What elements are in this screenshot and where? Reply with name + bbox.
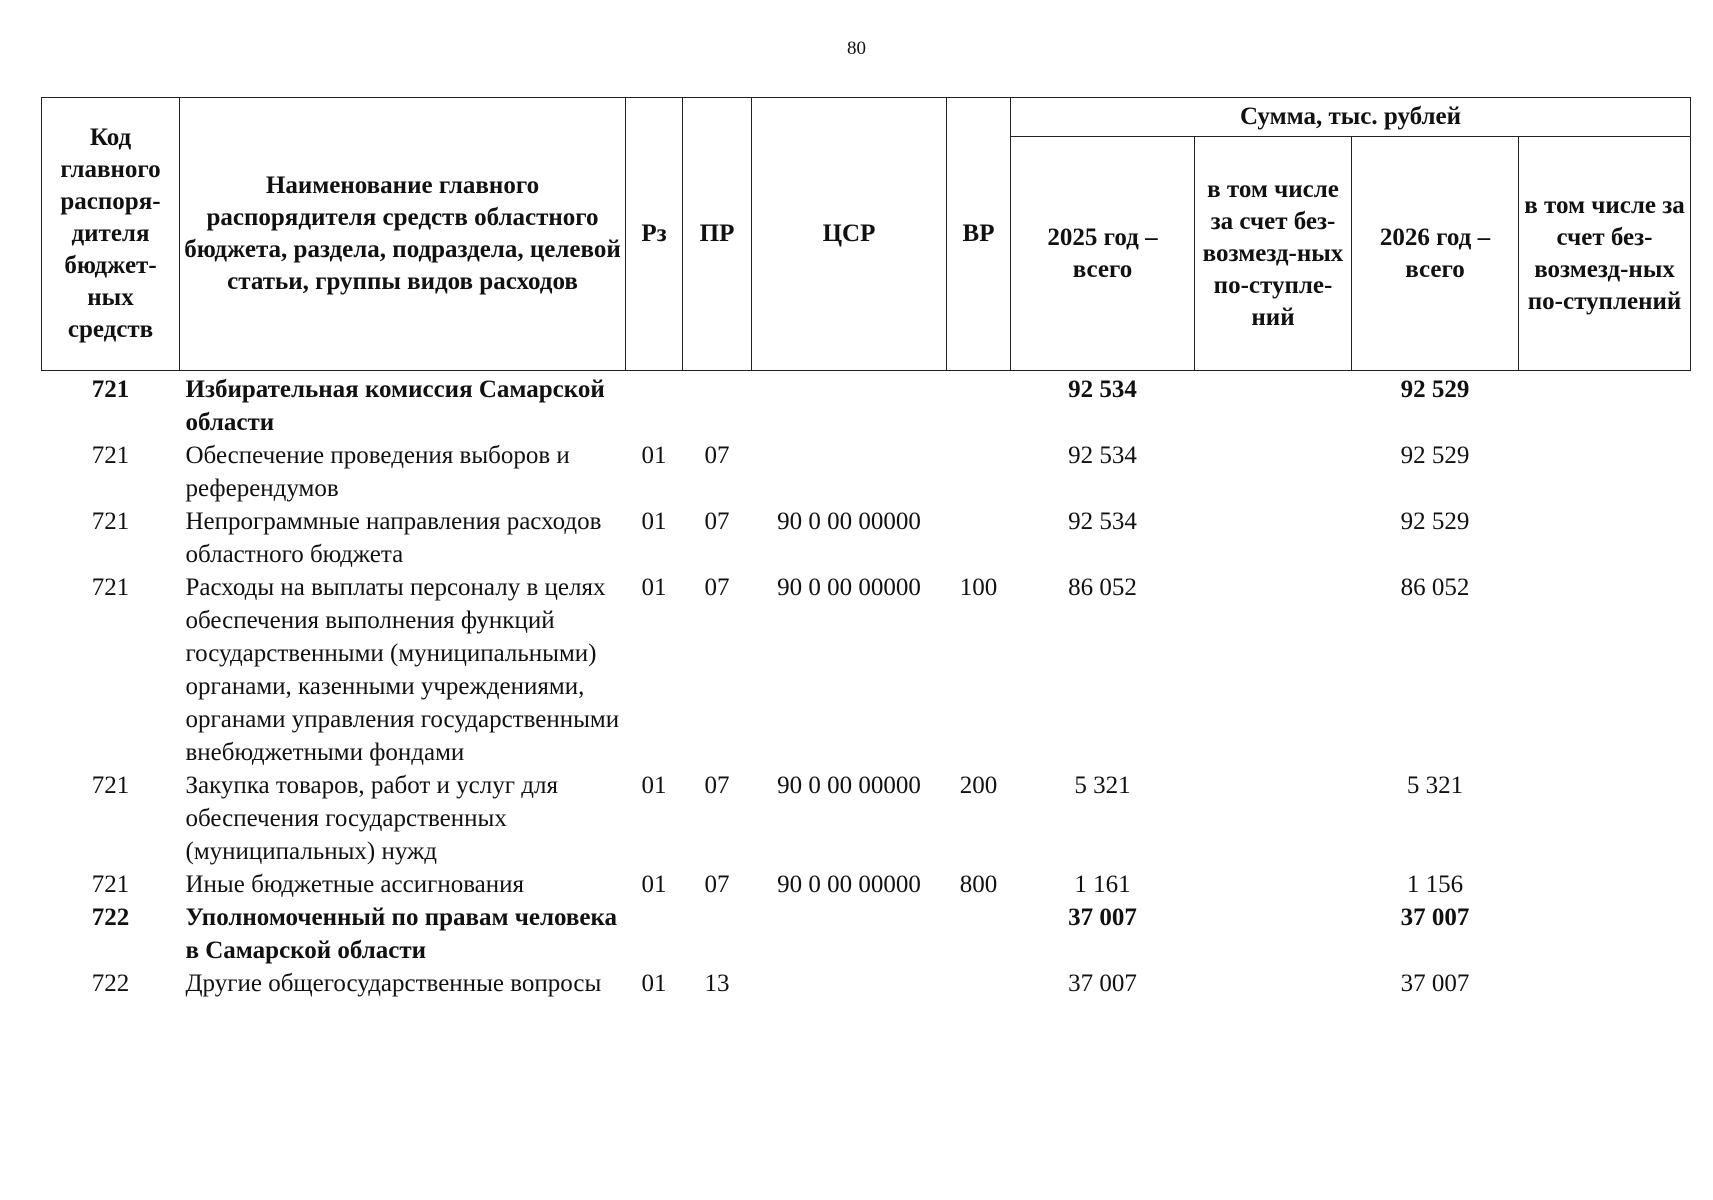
csr-cell xyxy=(752,967,947,1000)
budget-table xyxy=(41,97,1691,1000)
name-cell: Уполномоченный по правам человека в Самарской области xyxy=(185,904,618,964)
pr-cell: 07 xyxy=(704,871,730,898)
v2026-gratuitous-cell xyxy=(1519,505,1691,571)
table-row xyxy=(42,769,1691,868)
code-cell: 721 xyxy=(91,574,130,601)
header-2026-total: 2026 год – всего xyxy=(1352,137,1519,371)
v2026-gratuitous-cell xyxy=(1519,769,1691,868)
csr-cell: 90 0 00 00000 xyxy=(777,772,921,799)
vr-cell xyxy=(947,505,1011,571)
v2026-gratuitous-cell xyxy=(1519,868,1691,901)
rz-cell: 01 xyxy=(641,574,667,601)
v2025-gratuitous-cell xyxy=(1195,371,1352,440)
v2025-gratuitous-cell xyxy=(1195,901,1352,967)
vr-cell xyxy=(947,439,1011,505)
v2026-cell: 5 321 xyxy=(1406,772,1464,799)
v2025-gratuitous-cell xyxy=(1195,571,1352,769)
v2025-gratuitous-cell xyxy=(1195,439,1352,505)
table-row xyxy=(42,571,1691,769)
vr-cell xyxy=(947,371,1011,440)
csr-cell xyxy=(752,901,947,967)
rz-cell: 01 xyxy=(641,871,667,898)
pr-cell xyxy=(683,901,752,967)
v2025-cell: 37 007 xyxy=(1068,904,1137,931)
table-row xyxy=(42,868,1691,901)
v2025-gratuitous-cell xyxy=(1195,505,1352,571)
code-cell: 721 xyxy=(91,871,130,898)
v2026-gratuitous-cell xyxy=(1519,439,1691,505)
csr-cell: 90 0 00 00000 xyxy=(777,574,921,601)
v2026-gratuitous-cell xyxy=(1519,371,1691,440)
v2025-cell: 92 534 xyxy=(1068,376,1137,403)
vr-cell xyxy=(947,967,1011,1000)
name-cell: Избирательная комиссия Самарской области xyxy=(185,376,605,436)
header-rz: Рз xyxy=(626,98,683,371)
rz-cell: 01 xyxy=(641,442,667,469)
header-code: Код главного распоря-дителя бюджет-ных средств xyxy=(42,98,180,371)
header-2026-gratuitous: в том числе за счет без-возмезд-ных по-ступлений xyxy=(1519,137,1691,371)
header-csr: ЦСР xyxy=(752,98,947,371)
v2026-cell: 92 529 xyxy=(1400,442,1470,469)
csr-cell xyxy=(752,439,947,505)
v2025-cell: 37 007 xyxy=(1068,970,1137,997)
header-sum-group: Сумма, тыс. рублей xyxy=(1011,98,1691,137)
v2026-cell: 37 007 xyxy=(1400,904,1470,931)
pr-cell: 13 xyxy=(704,970,730,997)
vr-cell: 100 xyxy=(959,574,998,601)
rz-cell: 01 xyxy=(641,508,667,535)
code-cell: 722 xyxy=(91,904,130,931)
v2026-cell: 86 052 xyxy=(1400,574,1470,601)
csr-cell: 90 0 00 00000 xyxy=(777,508,921,535)
pr-cell: 07 xyxy=(704,574,730,601)
table-row xyxy=(42,439,1691,505)
vr-cell: 200 xyxy=(959,772,998,799)
name-cell: Расходы на выплаты персоналу в целях обеспечения выполнения функций государственными (муниципальными) органами, казенными учреждениями, органами управления государственными внебюджетными фондами xyxy=(185,574,620,766)
table-row xyxy=(42,967,1691,1000)
rz-cell: 01 xyxy=(641,970,667,997)
header-2025-gratuitous: в том числе за счет без-возмезд-ных по-ступле-ний xyxy=(1195,137,1352,371)
pr-cell xyxy=(683,371,752,440)
v2025-gratuitous-cell xyxy=(1195,967,1352,1000)
v2026-gratuitous-cell xyxy=(1519,571,1691,769)
v2025-cell: 1 161 xyxy=(1074,871,1131,898)
csr-cell: 90 0 00 00000 xyxy=(777,871,921,898)
rz-cell: 01 xyxy=(641,772,667,799)
code-cell: 722 xyxy=(91,970,130,997)
v2025-cell: 92 534 xyxy=(1068,442,1137,469)
table-row xyxy=(42,505,1691,571)
pr-cell: 07 xyxy=(704,442,730,469)
v2026-cell: 92 529 xyxy=(1400,376,1470,403)
v2026-cell: 92 529 xyxy=(1400,508,1470,535)
v2025-cell: 5 321 xyxy=(1074,772,1131,799)
code-cell: 721 xyxy=(91,376,130,403)
name-cell: Непрограммные направления расходов областного бюджета xyxy=(185,508,602,568)
vr-cell xyxy=(947,901,1011,967)
header-pr: ПР xyxy=(683,98,752,371)
csr-cell xyxy=(752,371,947,440)
header-vr: ВР xyxy=(947,98,1011,371)
v2025-gratuitous-cell xyxy=(1195,868,1352,901)
table-row xyxy=(42,901,1691,967)
name-cell: Закупка товаров, работ и услуг для обеспечения государственных (муниципальных) нужд xyxy=(185,772,558,865)
code-cell: 721 xyxy=(91,772,130,799)
table-header xyxy=(42,98,1691,371)
vr-cell: 800 xyxy=(959,871,998,898)
page-number: 80 xyxy=(847,38,866,59)
rz-cell xyxy=(626,371,683,440)
table-body xyxy=(42,371,1691,1001)
v2026-cell: 37 007 xyxy=(1400,970,1470,997)
name-cell: Обеспечение проведения выборов и референдумов xyxy=(185,442,570,502)
name-cell: Другие общегосударственные вопросы xyxy=(185,970,602,997)
v2025-cell: 86 052 xyxy=(1068,574,1137,601)
v2025-cell: 92 534 xyxy=(1068,508,1137,535)
v2026-gratuitous-cell xyxy=(1519,901,1691,967)
name-cell: Иные бюджетные ассигнования xyxy=(185,871,525,898)
pr-cell: 07 xyxy=(704,508,730,535)
pr-cell: 07 xyxy=(704,772,730,799)
header-name: Наименование главного распорядителя средств областного бюджета, раздела, подраздела, целевой статьи, группы видов расходов xyxy=(180,98,626,371)
v2026-cell: 1 156 xyxy=(1406,871,1464,898)
code-cell: 721 xyxy=(91,442,130,469)
rz-cell xyxy=(626,901,683,967)
table-row xyxy=(42,371,1691,440)
v2026-gratuitous-cell xyxy=(1519,967,1691,1000)
header-2025-total: 2025 год – всего xyxy=(1011,137,1195,371)
code-cell: 721 xyxy=(91,508,130,535)
v2025-gratuitous-cell xyxy=(1195,769,1352,868)
